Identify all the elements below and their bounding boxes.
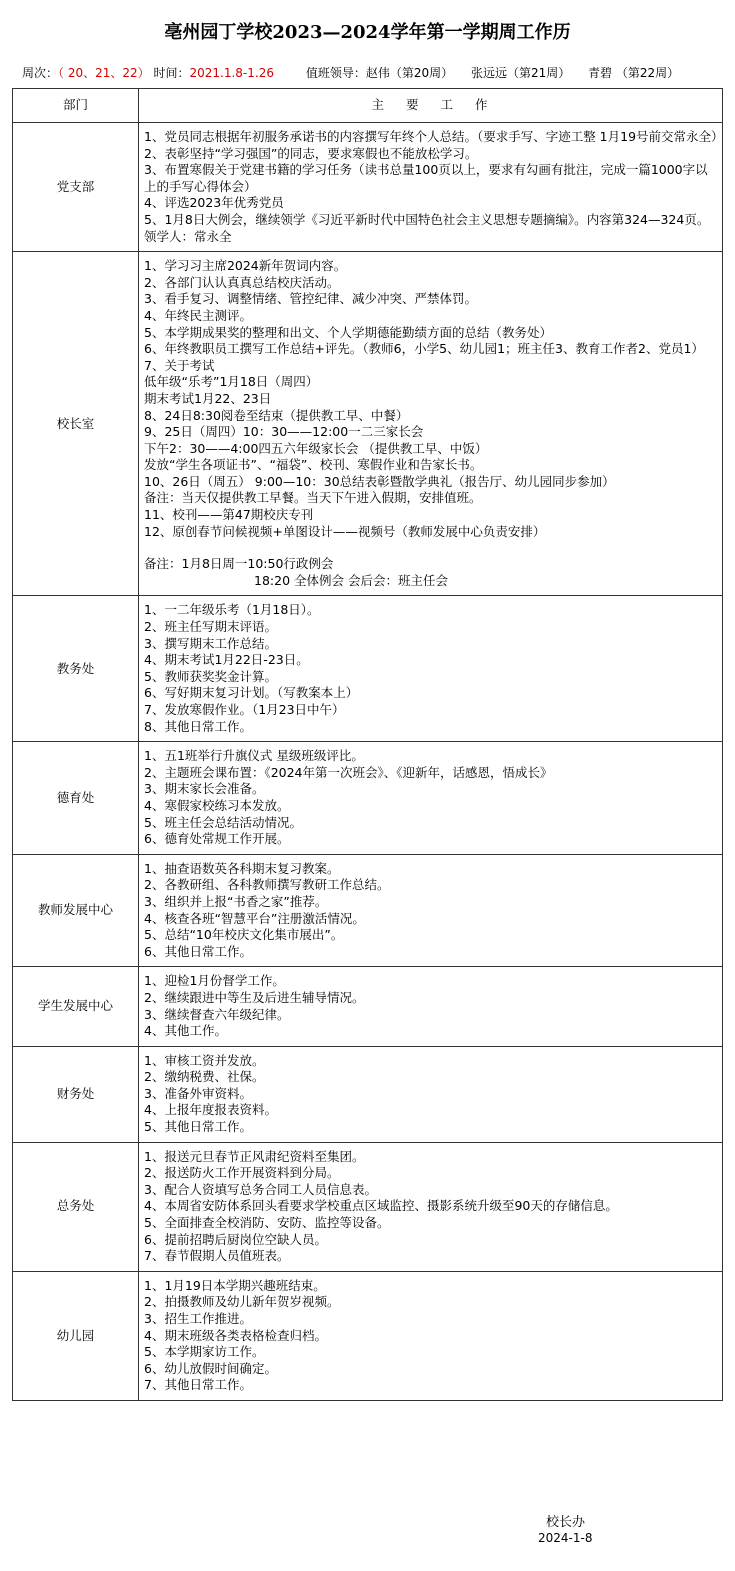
table-body (13, 123, 723, 1401)
work-item: 低年级“乐考”1月18日（周四） (144, 374, 319, 390)
work-items-cell (139, 1142, 723, 1271)
work-item: 备注：1月8日周一10:50行政例会 (144, 556, 334, 572)
work-item: 7、关于考试 (144, 357, 215, 373)
table-row (13, 1046, 723, 1142)
work-item: 10、26日（周五） 9:00—10：30总结表彰暨散学典礼（报告厅、幼儿园同步参加） (144, 473, 615, 489)
dept-cell: 财务处 (13, 1046, 139, 1142)
work-items-cell (139, 742, 723, 855)
work-item: 4、上报年度报表资料。 (144, 1102, 277, 1118)
dept-cell: 总务处 (13, 1142, 139, 1271)
header-main: 主要工作 (139, 89, 723, 123)
work-item: 期末考试1月22、23日 (144, 390, 272, 406)
work-item: 6、写好期末复习计划。（写教案本上） (144, 685, 359, 701)
dept-cell: 学生发展中心 (13, 967, 139, 1046)
work-items-cell (139, 1271, 723, 1400)
work-item: 5、其他日常工作。 (144, 1119, 252, 1135)
work-item: 4、寒假家校练习本发放。 (144, 797, 290, 813)
work-item: 5、本学期成果奖的整理和出文、个人学期德能勤绩方面的总结（教务处） (144, 324, 552, 340)
work-item: 9、25日（周四）10：30——12:00一二三家长会 (144, 424, 424, 440)
work-item: 3、撰写期末工作总结。 (144, 635, 277, 651)
duty-leader-2: 张远远（第21周） (470, 66, 571, 80)
table-row (13, 742, 723, 855)
table-row (13, 123, 723, 252)
work-item (144, 540, 719, 556)
work-items-cell (139, 1046, 723, 1142)
work-item: 4、其他工作。 (144, 1023, 227, 1039)
work-item: 4、评选2023年优秀党员 (144, 195, 284, 211)
schedule-info (22, 64, 679, 81)
time-label: 时间： (153, 66, 190, 80)
duty-label: 值班领导： (305, 66, 366, 80)
work-item: 1、迎检1月份督学工作。 (144, 973, 285, 989)
footer-date: 2024-1-8 (538, 1531, 593, 1545)
footer-office: 校长办 (546, 1515, 586, 1530)
work-item: 1、党员同志根据年初服务承诺书的内容撰写年终个人总结。（要求手写、字迹工整 1月19号前交常永全） (144, 129, 724, 144)
work-item: 2、继续跟进中等生及后进生辅导情况。 (144, 989, 365, 1005)
work-item: 4、期末考试1月22日-23日。 (144, 652, 309, 668)
work-item: 2、表彰坚持“学习强国”的同志，要求寒假也不能放松学习。 (144, 145, 478, 161)
work-item: 12、原创春节问候视频+单图设计——视频号（教师发展中心负责安排） (144, 523, 546, 539)
week-value: （ 20、21、22） (58, 66, 150, 80)
work-item: 1、1月19日本学期兴趣班结束。 (144, 1277, 326, 1293)
work-item: 1、审核工资并发放。 (144, 1052, 265, 1068)
note-tail: 18:20 全体例会 会后会：班主任会 (254, 572, 448, 588)
work-item: 6、提前招聘后厨岗位空缺人员。 (144, 1231, 327, 1247)
work-item: 3、布置寒假关于党建书籍的学习任务（读书总量100页以上，要求有勾画有批注，完成一篇1000字以上的手写心得体会） (144, 162, 708, 194)
work-item: 3、准备外审资料。 (144, 1085, 252, 1101)
work-item: 4、年终民主测评。 (144, 307, 252, 323)
work-item: 1、抽查语数英各科期末复习教案。 (144, 860, 340, 876)
work-items-cell (139, 596, 723, 742)
work-item: 5、总结“10年校庆文化集市展出”。 (144, 927, 344, 943)
work-item: 4、期末班级各类表格检查归档。 (144, 1327, 327, 1343)
work-item: 11、校刊——第47期校庆专刊 (144, 507, 314, 523)
work-item: 6、其他日常工作。 (144, 943, 252, 959)
table-row (13, 596, 723, 742)
week-label: 周次： (22, 66, 59, 80)
dept-cell: 校长室 (13, 252, 139, 596)
work-item: 2、缴纳税费、社保。 (144, 1069, 265, 1085)
work-items-cell (139, 123, 723, 252)
dept-cell: 德育处 (13, 742, 139, 855)
note-line (144, 573, 719, 590)
work-item: 5、1月8日大例会，继续领学《习近平新时代中国特色社会主义思想专题摘编》。内容第324—324页。领学人：常永全 (144, 211, 710, 244)
table-row (13, 854, 723, 967)
work-item: 4、核查各班“智慧平台”注册激活情况。 (144, 910, 365, 926)
work-item: 6、年终教职员工撰写工作总结+评先。（教师6，小学5、幼儿园1；班主任3、教育工作者2、党员1） (144, 341, 704, 357)
work-item: 2、拍摄教师及幼儿新年贺岁视频。 (144, 1294, 340, 1310)
work-items-cell (139, 967, 723, 1046)
work-calendar-table (12, 88, 723, 1401)
work-item: 8、24日8:30阅卷至结束（提供教工早、中餐） (144, 407, 409, 423)
work-item: 6、德育处常规工作开展。 (144, 831, 290, 847)
duty-leader-1: 赵伟（第20周） (365, 66, 454, 80)
work-items-cell (139, 854, 723, 967)
work-item: 1、报送元旦春节正风肃纪资料至集团。 (144, 1148, 365, 1164)
header-dept: 部门 (13, 89, 139, 123)
work-item: 2、各部门认认真真总结校庆活动。 (144, 274, 340, 290)
work-item: 1、学习习主席2024新年贺词内容。 (144, 258, 347, 274)
table-row (13, 1271, 723, 1400)
work-item: 4、本周省安防体系回头看要求学校重点区域监控、摄影系统升级至90天的存储信息。 (144, 1198, 618, 1214)
dept-cell: 教师发展中心 (13, 854, 139, 967)
work-item: 7、其他日常工作。 (144, 1377, 252, 1393)
table-row (13, 967, 723, 1046)
table-row (13, 252, 723, 596)
work-item: 6、幼儿放假时间确定。 (144, 1360, 277, 1376)
work-items-cell (139, 252, 723, 596)
table-header-row (13, 89, 723, 123)
work-item: 3、配合人资填写总务合同工人员信息表。 (144, 1181, 377, 1197)
work-item: 2、各教研组、各科教师撰写教研工作总结。 (144, 877, 390, 893)
work-item: 1、五1班举行升旗仪式 星级班级评比。 (144, 748, 364, 764)
page-title: 亳州园丁学校2023—2024学年第一学期周工作历 (164, 22, 571, 43)
work-item: 3、招生工作推进。 (144, 1311, 252, 1326)
work-item: 3、组织并上报“书香之家”推荐。 (144, 893, 328, 909)
dept-cell: 党支部 (13, 123, 139, 252)
dept-cell: 幼儿园 (13, 1271, 139, 1400)
work-item: 8、其他日常工作。 (144, 718, 252, 734)
work-item: 3、期末家长会准备。 (144, 781, 265, 797)
work-item: 2、报送防火工作开展资料到分局。 (144, 1165, 340, 1181)
work-item: 发放“学生各项证书”、“福袋”、校刊、寒假作业和告家长书。 (144, 457, 483, 473)
work-item: 5、教师获奖奖金计算。 (144, 668, 277, 684)
work-item: 5、班主任会总结活动情况。 (144, 814, 302, 830)
work-item: 3、看手复习、调整情绪、管控纪律、减少冲突、严禁体罚。 (144, 291, 477, 307)
work-item: 3、继续督查六年级纪律。 (144, 1006, 290, 1022)
work-item: 下午2：30——4:00四五六年级家长会 （提供教工早、中饭） (144, 440, 488, 456)
work-item: 7、春节假期人员值班表。 (144, 1248, 290, 1264)
work-item: 5、本学期家访工作。 (144, 1344, 265, 1360)
work-item: 2、班主任写期末评语。 (144, 619, 277, 635)
work-item: 5、全面排查全校消防、安防、监控等设备。 (144, 1215, 390, 1231)
time-value: 2021.1.8-1.26 (189, 66, 274, 80)
work-item: 2、主题班会课布置：《2024年第一次班会》、《迎新年，话感恩，悟成长》 (144, 764, 553, 780)
work-item: 备注：当天仅提供教工早餐。当天下午进入假期，安排值班。 (144, 490, 482, 506)
dept-cell: 教务处 (13, 596, 139, 742)
duty-leader-3: 青碧 （第22周） (588, 66, 680, 80)
work-item: 7、发放寒假作业。（1月23日中午） (144, 702, 345, 717)
table-row (13, 1142, 723, 1271)
work-item: 1、一二年级乐考（1月18日）。 (144, 602, 320, 618)
